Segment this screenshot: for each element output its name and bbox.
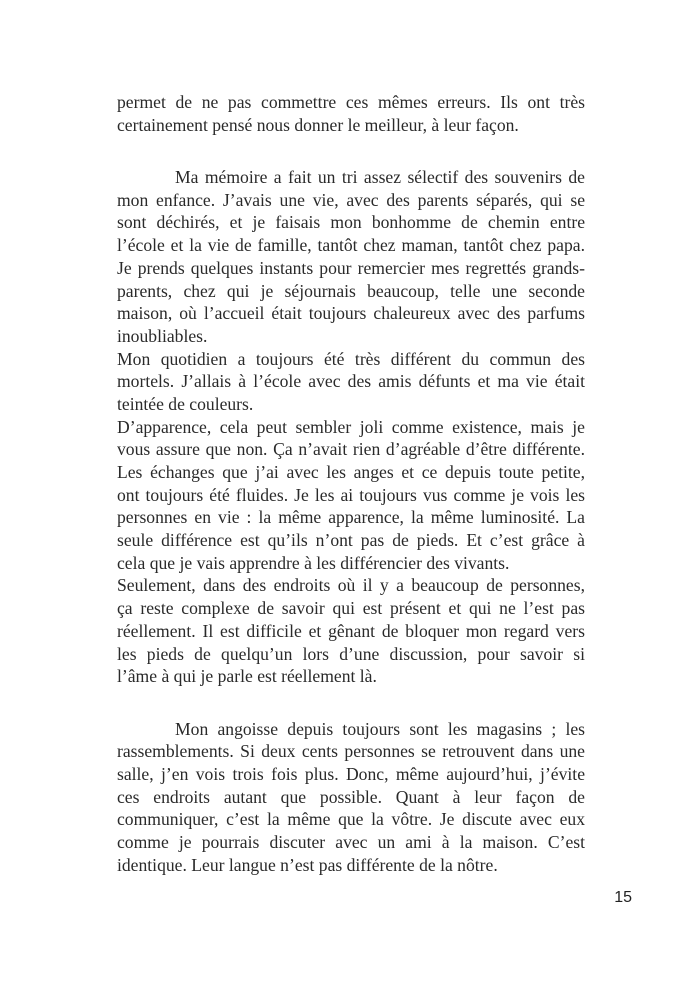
text-section xyxy=(117,166,585,688)
text-line: mon enfance. J’avais une vie, avec des parents séparés, qui se xyxy=(117,189,585,210)
text-line: l’âme à qui je parle est réellement là. xyxy=(117,666,377,687)
text-line: comme je pourrais discuter avec un ami à la maison. C’est xyxy=(117,832,585,852)
text-line: rassemblements. Si deux cents personnes se retrouvent dans une xyxy=(117,741,585,762)
text-line: parents, chez qui je séjournais beaucoup, telle une seconde xyxy=(117,280,585,301)
text-line: Mon quotidien a toujours été très différent du commun des xyxy=(117,348,585,369)
text-line: teintée de couleurs. xyxy=(117,393,254,414)
text-line: permet de ne pas commettre ces mêmes erreurs. Ils ont très xyxy=(117,92,585,112)
text-line: Les échanges que j’ai avec les anges et ce depuis toute petite, xyxy=(117,462,585,482)
text-line: sont déchirés, et je faisais mon bonhomme de chemin entre xyxy=(117,212,585,233)
text-line: les pieds de quelqu’un lors d’une discussion, pour savoir si xyxy=(117,643,585,664)
text-line: ces endroits autant que possible. Quant à leur façon de xyxy=(117,786,585,807)
text-line: ont toujours été fluides. Je les ai toujours vus comme je vois les xyxy=(117,484,585,505)
text-line: certainement pensé nous donner le meilleur, à leur façon. xyxy=(117,114,519,135)
text-line: personnes en vie : la même apparence, la même luminosité. La xyxy=(117,507,585,528)
text-line: ça reste complexe de savoir qui est présent et qui ne l’est pas xyxy=(117,598,585,619)
page-number: 15 xyxy=(614,889,632,906)
text-line: salle, j’en vois trois fois plus. Donc, même aujourd’hui, j’évite xyxy=(117,763,585,784)
paragraph xyxy=(117,718,585,877)
page-body-text xyxy=(117,91,585,876)
text-line: l’école et la vie de famille, tantôt chez maman, tantôt chez papa. xyxy=(117,235,585,256)
paragraph xyxy=(117,416,585,575)
paragraph xyxy=(117,574,585,687)
text-line: mortels. J’allais à l’école avec des amis défunts et ma vie était xyxy=(117,371,585,392)
text-line: vous assure que non. Ça n’avait rien d’agréable d’être différente. xyxy=(117,439,585,460)
text-line: maison, où l’accueil était toujours chaleureux avec des parfums xyxy=(117,303,585,324)
text-line: réellement. Il est difficile et gênant de bloquer mon regard vers xyxy=(117,620,585,641)
paragraph xyxy=(117,348,585,416)
paragraph xyxy=(117,166,585,348)
text-section xyxy=(117,718,585,877)
text-line: identique. Leur langue n’est pas différente de la nôtre. xyxy=(117,854,498,875)
text-line: Ma mémoire a fait un tri assez sélectif des souvenirs de xyxy=(175,167,585,188)
text-line: Seulement, dans des endroits où il y a beaucoup de personnes, xyxy=(117,575,585,596)
text-line: communiquer, c’est la même que la vôtre. Je discute avec eux xyxy=(117,809,585,830)
text-section xyxy=(117,91,585,136)
text-line: cela que je vais apprendre à les différencier des vivants. xyxy=(117,552,510,573)
text-line: Mon angoisse depuis toujours sont les magasins ; les xyxy=(175,718,585,739)
paragraph xyxy=(117,91,585,136)
text-line: Je prends quelques instants pour remercier mes regrettés grands- xyxy=(117,257,585,278)
text-line: seule différence est qu’ils n’ont pas de pieds. Et c’est grâce à xyxy=(117,530,585,551)
text-line: D’apparence, cela peut sembler joli comme existence, mais je xyxy=(117,416,585,437)
text-line: inoubliables. xyxy=(117,325,208,346)
